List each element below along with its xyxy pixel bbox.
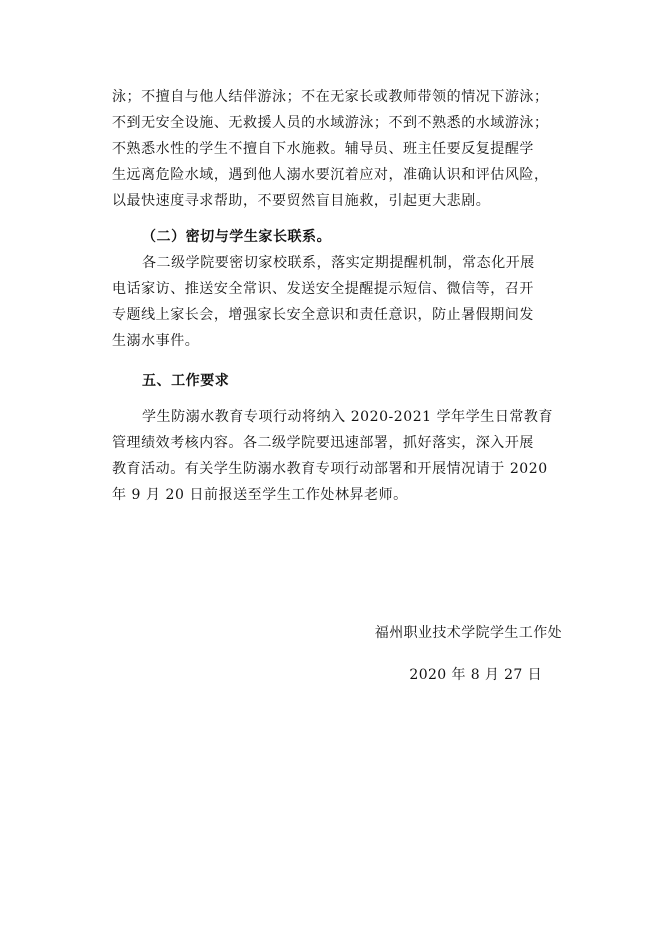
text-line: 年 9 月 20 日前报送至学生工作处林昇老师。 (112, 487, 408, 503)
text-line: 生远离危险水域，遇到他人溺水要沉着应对，准确认识和评估风险， (112, 167, 549, 183)
signature-org: 福州职业技术学院学生工作处 (374, 625, 562, 641)
text-line: 不到无安全设施、无救援人员的水域游泳；不到不熟悉的水域游泳； (112, 115, 549, 131)
text-line: 管理绩效考核内容。各二级学院要迅速部署，抓好落实，深入开展 (112, 435, 534, 451)
section-5 (112, 368, 562, 508)
spacer (112, 394, 562, 404)
text-line: 不熟悉水性的学生不擅自下水施救。辅导员、班主任要反复提醒学 (112, 141, 534, 157)
text-line: 专题线上家长会，增强家长安全意识和责任意识，防止暑假期间发 (112, 307, 534, 323)
spacer (112, 214, 562, 224)
signature-date: 2020 年 8 月 27 日 (409, 667, 542, 683)
text-line: 电话家访、推送安全常识、发送安全提醒提示短信、微信等，召开 (112, 281, 534, 297)
paragraph-1 (112, 84, 562, 214)
section-2 (112, 224, 562, 354)
spacer (112, 354, 562, 368)
text-line: 各二级学院要密切家校联系，落实定期提醒机制，常态化开展 (142, 255, 535, 271)
text-line: 泳；不擅自与他人结伴游泳；不在无家长或教师带领的情况下游泳； (112, 89, 549, 105)
section-2-heading: （二）密切与学生家长联系。 (142, 229, 332, 245)
text-line: 生溺水事件。 (112, 333, 200, 349)
text-line: 学生防溺水教育专项行动将纳入 2020-2021 学年学生日常教育 (142, 409, 554, 425)
text-line: 教育活动。有关学生防溺水教育专项行动部署和开展情况请于 2020 (112, 461, 548, 477)
text-line: 以最快速度寻求帮助，不要贸然盲目施救，引起更大悲剧。 (112, 193, 491, 209)
section-5-heading: 五、工作要求 (142, 373, 230, 389)
document-body (112, 84, 562, 508)
